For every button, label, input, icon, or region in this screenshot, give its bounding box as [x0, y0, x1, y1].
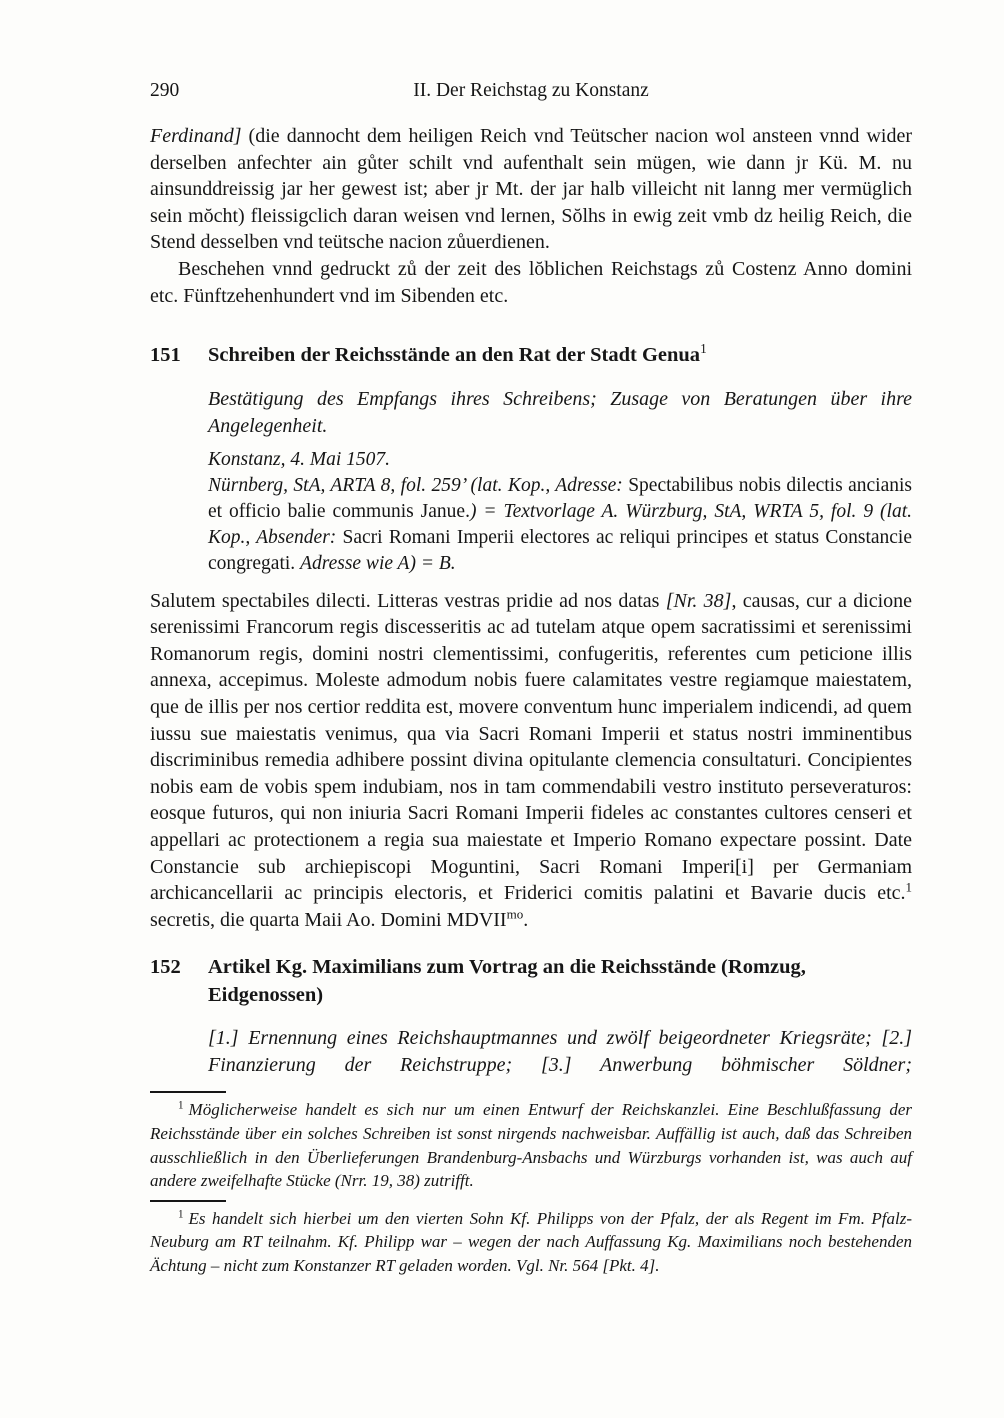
- footnote-reference-letter: 1: [905, 879, 912, 895]
- section-152-number: 152: [150, 956, 181, 979]
- intro-paragraph-1: [150, 123, 912, 256]
- section-151-summary: Bestätigung des Empfangs ihres Schreibens; Zusage von Beratungen über ihre Angelegenheit.: [208, 387, 912, 437]
- section-151-dateline: Konstanz, 4. Mai 1507.: [208, 448, 391, 470]
- section-151-title-text: Schreiben der Reichsstände an den Rat der Stadt Genua: [208, 344, 701, 367]
- footnote-separator-1: [150, 1091, 226, 1093]
- letter-segment-1: Salutem spectabiles dilecti. Litteras vestras pridie ad nos datas: [150, 589, 666, 612]
- source-segment-italic-2: ) = Textvorlage A. Würzburg, StA, WRTA 5, fol. 9 (lat. Kop., Absender:: [208, 500, 912, 548]
- section-152-title: Artikel Kg. Maximilians zum Vortrag an die Reichsstände (Romzug, Eidgenossen): [208, 956, 806, 1006]
- letter-nr-reference: [Nr. 38]: [665, 589, 732, 612]
- source-segment-italic-1: Nürnberg, StA, ARTA 8, fol. 259’ (lat. Kop., Adresse:: [208, 474, 629, 496]
- footnotes-area: [150, 1091, 912, 1277]
- letter-segment-3: secretis, die quarta Maii Ao. Domini MDVII: [150, 908, 507, 931]
- source-segment-italic-3: Adresse wie A) = B.: [300, 552, 456, 574]
- section-152-summary: [1.] Ernennung eines Reichshauptmannes und zwölf beigeordneter Kriegsräte; [2.] Finanzierung der Reichstruppe; [3.] Anwerbung böhmischer Söldner;: [208, 1027, 912, 1077]
- section-151-letter-body: [150, 588, 912, 934]
- footnote-1-mark: 1: [178, 1099, 184, 1112]
- intro-paragraph-2: Beschehen vnnd gedruckt zů der zeit des lŏblichen Reichstags zů Costenz Anno domini etc. Fünftzehenhundert vnd im Sibenden etc.: [150, 257, 912, 307]
- source-segment-roman-2: Sacri Romani Imperii electores ac reliqui principes et status Constancie congregati.: [208, 526, 913, 574]
- footnote-1-text: Möglicherweise handelt es sich nur um einen Entwurf der Reichskanzlei. Eine Beschlußfassung der Reichsstände über ein solches Schreiben ist sonst nirgends nachweisbar. Auffällig ist auch, daß das Schreiben ausschließlich in den Überlieferungen Brandenburg-Ansbachs und Würzburgs vorhanden ist, was auch auf andere zweifelhafte Stücke (Nrr. 19, 38) zutrifft.: [150, 1100, 912, 1191]
- running-head: II. Der Reichstag zu Konstanz: [413, 80, 649, 101]
- intro-paragraph-1-text: (die dannocht dem heiligen Reich vnd Teütscher nacion wol ansteen vnnd wider derselben anfechter ain gůter schilt vnd aufenthalt sein mügen, wie dann jr Kü. M. nu ainsunddreissig jar her gewest ist; aber jr Mt. der jar halb villeicht nit lanng mer vermüglich sein mŏcht) fleissigclich daran weisen vnd lernen, Sŏlhs in ewig zeit vmb dz heilig Reich, die Stend desselben vnd teütsche nacion zůuerdienen.: [150, 125, 912, 254]
- page-number: 290: [150, 80, 180, 101]
- superscript-mo: mo: [506, 906, 524, 922]
- intro-lead-italic: Ferdinand]: [150, 125, 242, 147]
- section-152-heading: [150, 954, 912, 1009]
- footnote-2: [150, 1207, 912, 1278]
- footnote-1: [150, 1098, 912, 1192]
- footnote-2-mark: 1: [178, 1208, 184, 1221]
- source-segment-roman-1: Spectabilibus nobis dilectis ancianis et officio balie communis Janue.: [208, 474, 912, 522]
- section-151-title: [208, 342, 707, 370]
- letter-segment-2: , causas, cur a dicione serenissimi Francorum regis discesseritis ac ad tutelam atque opem sacratissimi et serenissimi Romanorum regis, domini nostri clementissimi, confugeritis, referentes cum peticione illis annexa, accepimus. Moleste admodum nobis fuere calamitates vestre regiamque maiestatem, que de illis per nos certior reddita est, movere conventum hunc imperialem indicendi, ad quem iussu sue maiestatis venimus, qua via Sacri Romani Imperii et status nostri imminentibus discriminibus remedia adhibere possint divina opitulante clemencia consultaturi. Concipientes nobis eam de vobis spem indubiam, nos in tam commendabili vestro instituto perseveraturos: eosque futuros, qui non iniuria Sacri Romani Imperii fideles ac constantes cultores censeri et appellari ac protectionem a regia sua maiestate et Imperio Romano expectare possint. Date Constancie sub archiepiscopi Moguntini, Sacri Romani Imperi[i] per Germaniam archicancellarii ac principis electoris, et Friderici comitis palatini et Bavarie ducis etc.: [150, 589, 912, 905]
- section-151-source-note: [208, 473, 912, 577]
- text-block: [150, 78, 912, 1278]
- section-151-heading: [150, 342, 912, 370]
- footnote-separator-2: [150, 1200, 226, 1202]
- footnote-2-text: Es handelt sich hierbei um den vierten Sohn Kf. Philipps von der Pfalz, der als Regent im Fm. Pfalz-Neuburg am RT teilnahm. Kf. Philipp war – wegen der nach Auffassung Kg. Maximilians noch bestehenden Ächtung – nicht zum Konstanzer RT geladen worden. Vgl. Nr. 564 [Pkt. 4].: [150, 1208, 912, 1275]
- footnote-reference-title: 1: [700, 341, 707, 357]
- letter-segment-4: .: [523, 908, 529, 931]
- page-header: [150, 78, 912, 104]
- section-151-number: 151: [150, 344, 181, 367]
